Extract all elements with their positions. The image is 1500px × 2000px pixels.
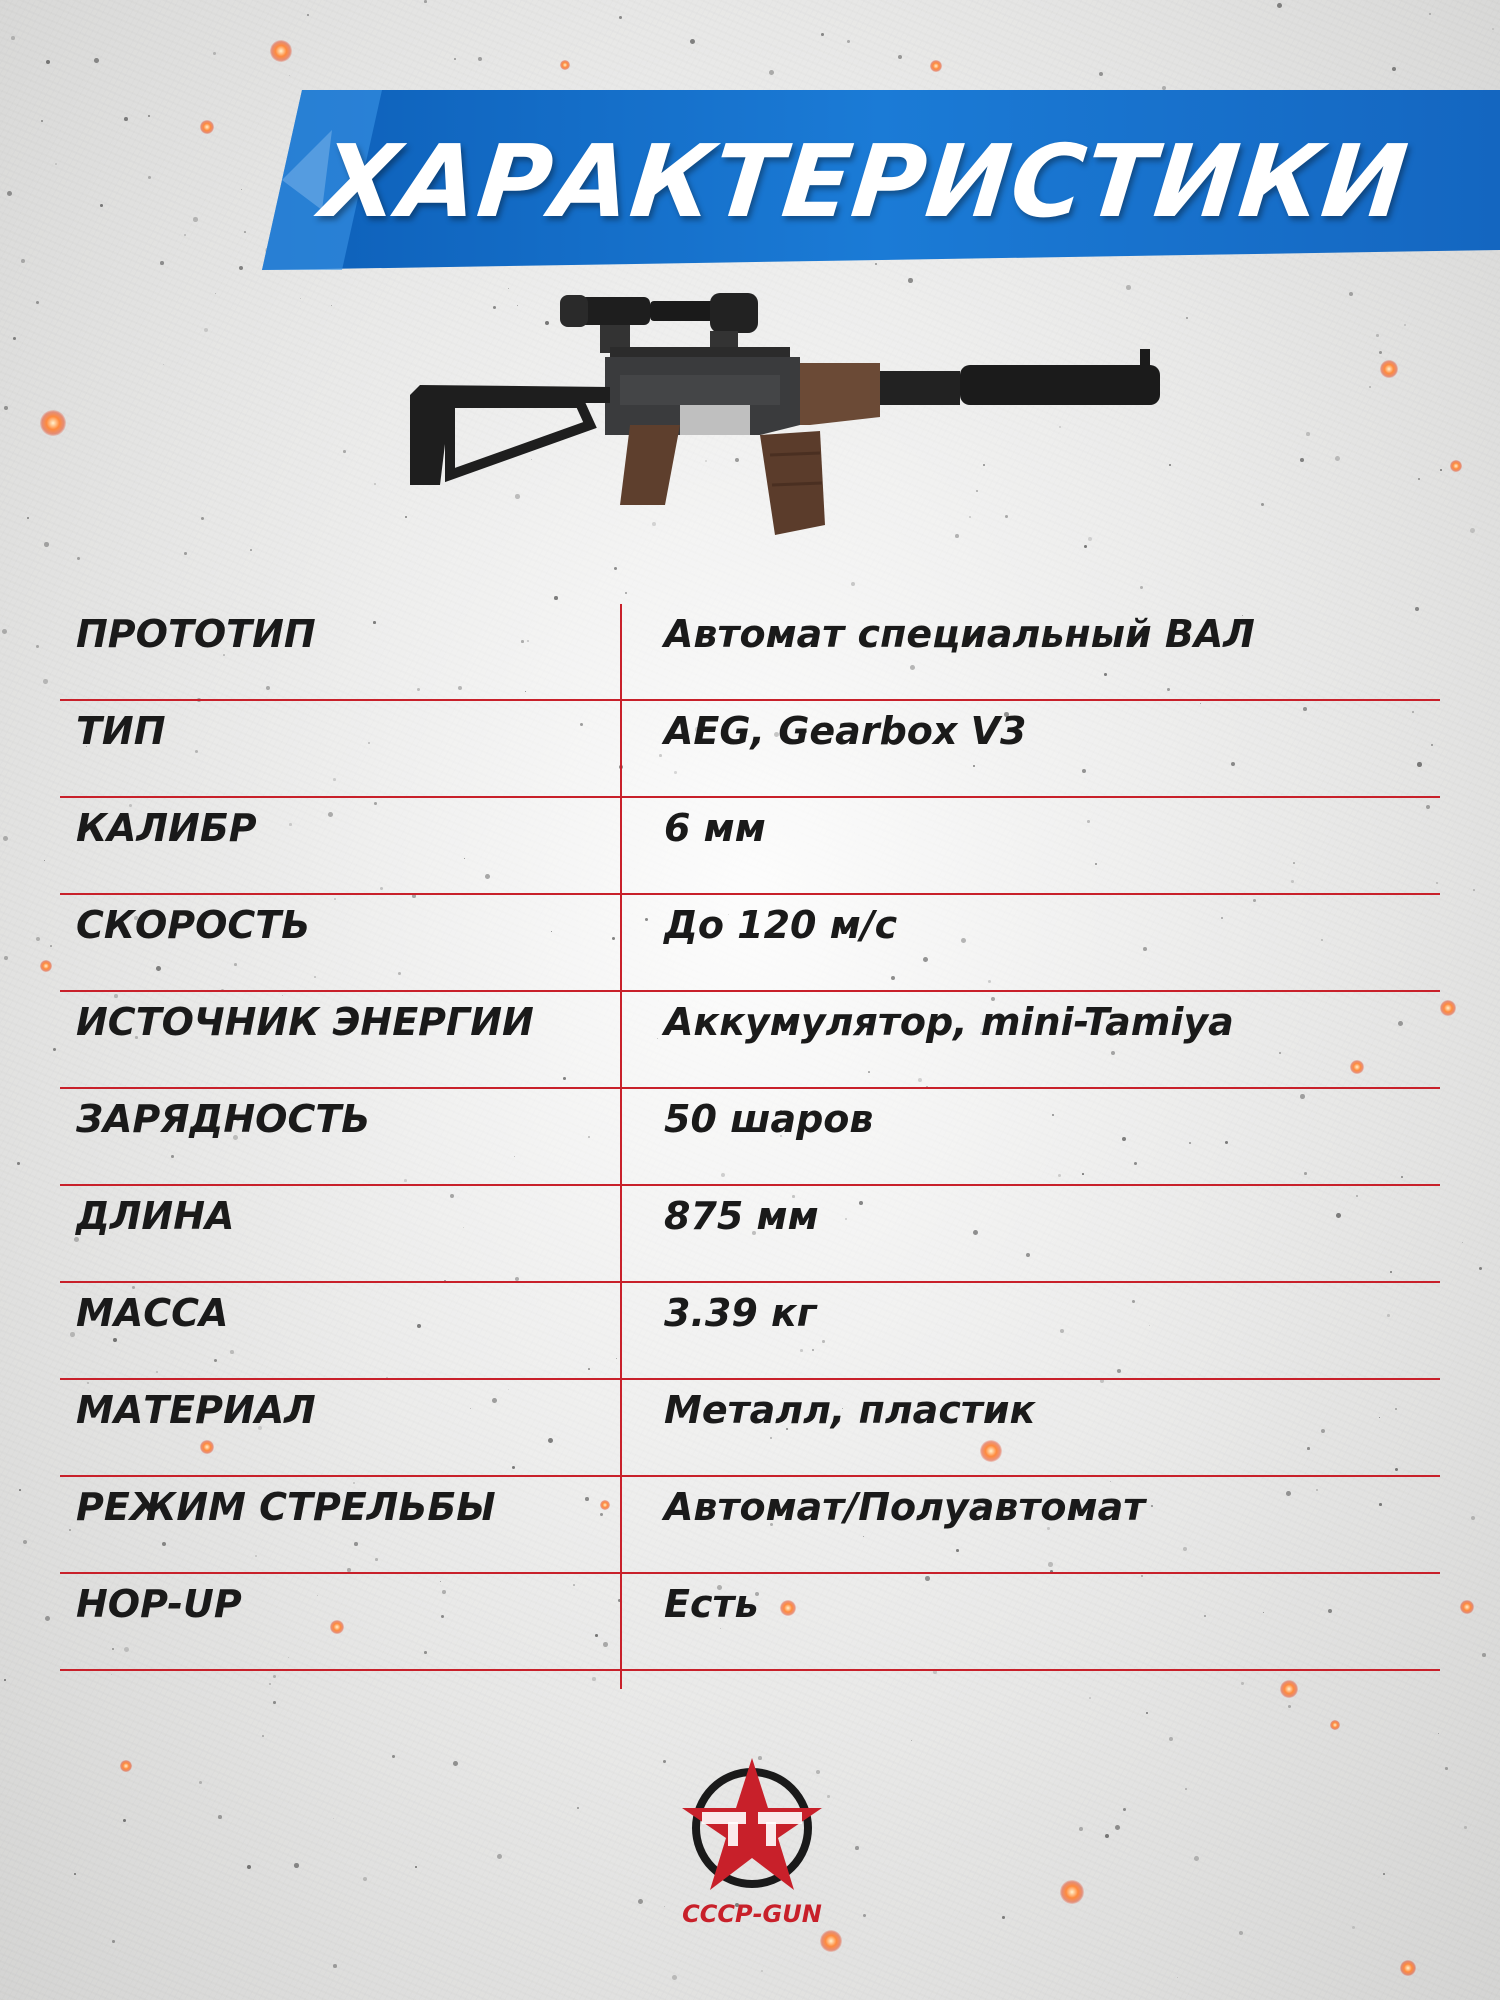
spec-value: 875 мм [664, 1194, 819, 1238]
spec-row [60, 1574, 1440, 1671]
spec-label: ИСТОЧНИК ЭНЕРГИИ [76, 1000, 534, 1044]
brand-name: СССР-GUN [682, 1900, 822, 1928]
spec-row [60, 1477, 1440, 1574]
spec-value: 6 мм [664, 806, 766, 850]
spec-label: КАЛИБР [76, 806, 257, 850]
rifle-icon [380, 285, 1180, 555]
spec-value: Есть [664, 1582, 759, 1626]
spec-value: Автомат/Полуавтомат [664, 1485, 1146, 1529]
specs-table [60, 604, 1440, 1689]
spec-label: МАТЕРИАЛ [76, 1388, 316, 1432]
spec-label: СКОРОСТЬ [76, 903, 311, 947]
spec-label: ПРОТОТИП [76, 612, 316, 656]
brand-logo [672, 1750, 832, 1950]
spec-value: Аккумулятор, mini-Tamiya [664, 1000, 1234, 1044]
product-image [380, 285, 1180, 555]
spec-label: HOP-UP [76, 1582, 242, 1626]
spec-row [60, 701, 1440, 798]
page-title: ХАРАКТЕРИСТИКИ [315, 123, 1414, 240]
spec-label: ТИП [76, 709, 166, 753]
spec-row [60, 1186, 1440, 1283]
spec-value: 50 шаров [664, 1097, 874, 1141]
red-star-pistols-logo-icon [672, 1750, 832, 1900]
spec-label: ДЛИНА [76, 1194, 235, 1238]
spec-row [60, 992, 1440, 1089]
spec-label: МАССА [76, 1291, 229, 1335]
spec-row [60, 604, 1440, 701]
spec-value: До 120 м/с [664, 903, 898, 947]
spec-row [60, 895, 1440, 992]
spec-row [60, 1089, 1440, 1186]
spec-value: 3.39 кг [664, 1291, 817, 1335]
spec-row [60, 1380, 1440, 1477]
spec-value: Автомат специальный ВАЛ [664, 612, 1255, 656]
spec-value: Металл, пластик [664, 1388, 1036, 1432]
row-divider [60, 1669, 1440, 1671]
spec-value: AEG, Gearbox V3 [664, 709, 1027, 753]
spec-label: ЗАРЯДНОСТЬ [76, 1097, 371, 1141]
title-banner [262, 90, 1500, 270]
spec-row [60, 1283, 1440, 1380]
spec-label: РЕЖИМ СТРЕЛЬБЫ [76, 1485, 496, 1529]
spec-row [60, 798, 1440, 895]
